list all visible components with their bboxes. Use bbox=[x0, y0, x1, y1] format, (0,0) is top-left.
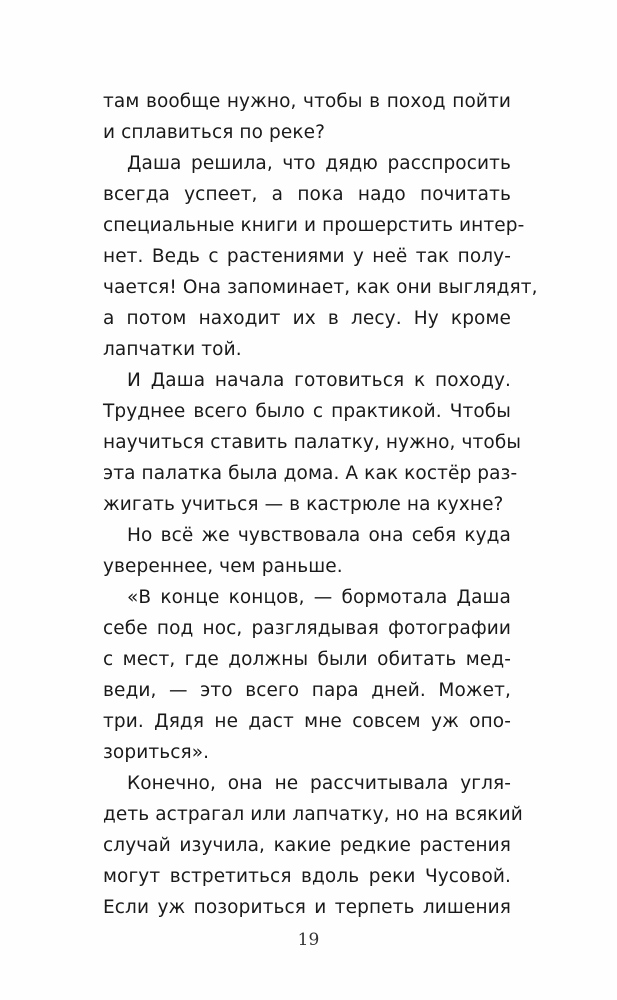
text-line: себе под нос, разглядывая фотографии bbox=[103, 618, 511, 639]
text-line: «В конце концов, — бормотала Даша bbox=[127, 587, 511, 608]
text-line: Но всё же чувствовала она себя куда bbox=[127, 525, 511, 546]
text-line: специальные книги и прошерстить интер- bbox=[103, 215, 525, 236]
text-line: Даша решила, что дядю расспросить bbox=[127, 153, 511, 174]
text-line: лапчатки той. bbox=[103, 339, 242, 360]
text-line: увереннее, чем раньше. bbox=[103, 556, 343, 577]
text-line: и сплавиться по реке? bbox=[103, 122, 326, 143]
text-line: с мест, где должны были обитать мед- bbox=[103, 649, 511, 670]
text-line: научиться ставить палатку, нужно, чтобы bbox=[103, 432, 522, 453]
text-line: могут встретиться вдоль реки Чусовой. bbox=[103, 866, 511, 887]
page-number: 19 bbox=[297, 930, 320, 950]
text-line: Труднее всего было с практикой. Чтобы bbox=[103, 401, 511, 422]
text-line: И Даша начала готовиться к походу. bbox=[127, 370, 511, 391]
text-line: три. Дядя не даст мне совсем уж опо- bbox=[103, 711, 511, 732]
text-line: случай изучила, какие редкие растения bbox=[103, 835, 511, 856]
text-line: чается! Она запоминает, как они выглядят, bbox=[103, 277, 538, 298]
text-line: Конечно, она не рассчитывала угля- bbox=[127, 773, 511, 794]
text-line: веди, — это всего пара дней. Может, bbox=[103, 680, 511, 701]
text-line: эта палатка была дома. А как костёр раз- bbox=[103, 463, 518, 484]
text-line: зориться». bbox=[103, 742, 210, 763]
text-line: а потом находит их в лесу. Ну кроме bbox=[103, 308, 511, 329]
text-line: деть астрагал или лапчатку, но на всякий bbox=[103, 804, 523, 825]
text-line: нет. Ведь с растениями у неё так полу- bbox=[103, 246, 511, 267]
body-text bbox=[103, 86, 538, 923]
text-line: там вообще нужно, чтобы в поход пойти bbox=[103, 91, 511, 112]
text-line: Если уж позориться и терпеть лишения bbox=[103, 897, 511, 918]
text-line: жигать учиться — в кастрюле на кухне? bbox=[103, 494, 504, 515]
text-line: всегда успеет, а пока надо почитать bbox=[103, 184, 511, 205]
